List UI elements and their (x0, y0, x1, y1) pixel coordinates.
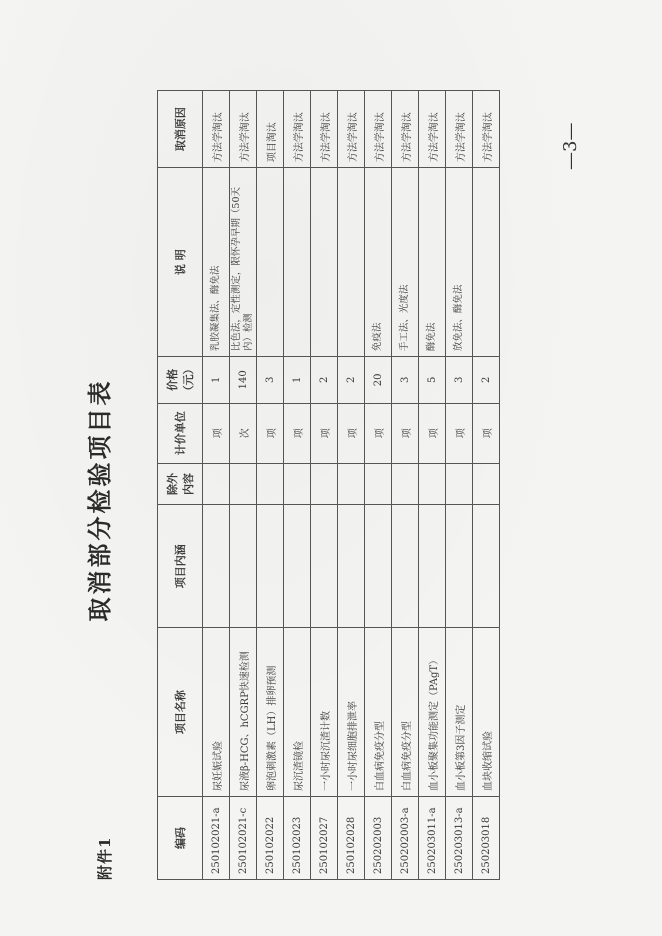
cell-code: 250102028 (338, 797, 365, 880)
cell-content (365, 505, 392, 628)
cell-reason: 方法学淘汰 (365, 91, 392, 168)
cell-name: 血块收缩试验 (473, 628, 500, 797)
cell-content (284, 505, 311, 628)
cell-description: 比色法，定性测定，限怀孕早期（50天内）检测 (230, 168, 257, 357)
cell-except (338, 463, 365, 504)
cell-price: 1 (284, 357, 311, 404)
cell-unit: 项 (284, 403, 311, 463)
cell-reason: 方法学淘汰 (203, 91, 230, 168)
header-reason: 取消原因 (158, 91, 203, 168)
cell-content (257, 505, 284, 628)
cell-price: 2 (338, 357, 365, 404)
cell-description (257, 168, 284, 357)
cell-description: 乳胶凝集法、酶免法 (203, 168, 230, 357)
cell-price: 2 (311, 357, 338, 404)
cell-code: 250202003-a (392, 797, 419, 880)
cell-name: 尿妊娠试验 (203, 628, 230, 797)
header-price: 价格（元） (158, 357, 203, 404)
cell-price: 2 (473, 357, 500, 404)
cell-content (338, 505, 365, 628)
cell-name: 血小板聚集功能测定（PAgT） (419, 628, 446, 797)
rotated-content (40, 60, 580, 880)
cell-reason: 方法学淘汰 (419, 91, 446, 168)
table-header-row (158, 91, 203, 880)
header-code: 编码 (158, 797, 203, 880)
cell-description (338, 168, 365, 357)
cell-except (284, 463, 311, 504)
cell-code: 250102022 (257, 797, 284, 880)
table-row (392, 91, 419, 880)
table-row (257, 91, 284, 880)
cell-name: 血小板第3因子测定 (446, 628, 473, 797)
cell-except (392, 463, 419, 504)
cell-name: 白血病免疫分型 (392, 628, 419, 797)
cell-unit: 项 (338, 403, 365, 463)
page-title: 取消部分检验项目表 (85, 378, 114, 622)
cell-reason: 项目淘汰 (257, 91, 284, 168)
cell-description: 手工法、光度法 (392, 168, 419, 357)
header-content: 项目内涵 (158, 505, 203, 628)
cell-reason: 方法学淘汰 (446, 91, 473, 168)
cell-unit: 次 (230, 403, 257, 463)
header-name: 项目名称 (158, 628, 203, 797)
table-row (365, 91, 392, 880)
cell-content (419, 505, 446, 628)
cell-except (473, 463, 500, 504)
table-row (473, 91, 500, 880)
cell-except (230, 463, 257, 504)
page-number: —3— (560, 122, 581, 170)
table-row (230, 91, 257, 880)
cell-except (311, 463, 338, 504)
cell-description (311, 168, 338, 357)
cell-unit: 项 (419, 403, 446, 463)
header-description: 说 明 (158, 168, 203, 357)
cell-name: 卵泡刺激素（LH）排卵预测 (257, 628, 284, 797)
cell-price: 5 (419, 357, 446, 404)
cell-except (419, 463, 446, 504)
cell-reason: 方法学淘汰 (284, 91, 311, 168)
table-row (284, 91, 311, 880)
cell-code: 250102021-a (203, 797, 230, 880)
cell-content (446, 505, 473, 628)
cell-reason: 方法学淘汰 (392, 91, 419, 168)
cell-content (392, 505, 419, 628)
cell-unit: 项 (473, 403, 500, 463)
cell-reason: 方法学淘汰 (230, 91, 257, 168)
cell-except (446, 463, 473, 504)
cell-name: 尿沉渣镜检 (284, 628, 311, 797)
cell-code: 250203011-a (419, 797, 446, 880)
cell-name: 白血病免疫分型 (365, 628, 392, 797)
cell-code: 250202003 (365, 797, 392, 880)
cell-code: 250102023 (284, 797, 311, 880)
cell-unit: 项 (365, 403, 392, 463)
header-except: 除外内容 (158, 463, 203, 504)
cell-reason: 方法学淘汰 (311, 91, 338, 168)
cell-description: 酶免法 (419, 168, 446, 357)
table-row (419, 91, 446, 880)
cell-unit: 项 (257, 403, 284, 463)
cell-description (473, 168, 500, 357)
cell-content (203, 505, 230, 628)
cell-price: 20 (365, 357, 392, 404)
cell-price: 1 (203, 357, 230, 404)
cell-unit: 项 (446, 403, 473, 463)
cell-content (311, 505, 338, 628)
cell-except (257, 463, 284, 504)
table-row (338, 91, 365, 880)
cell-unit: 项 (203, 403, 230, 463)
attachment-label: 附件1 (96, 836, 114, 880)
cell-price: 3 (392, 357, 419, 404)
cell-content (473, 505, 500, 628)
table-row (203, 91, 230, 880)
cell-price: 140 (230, 357, 257, 404)
cell-code: 250102021-c (230, 797, 257, 880)
cell-name: 一小时尿沉渣计数 (311, 628, 338, 797)
cell-description: 免疫法 (365, 168, 392, 357)
table-row (311, 91, 338, 880)
cell-except (365, 463, 392, 504)
cell-price: 3 (446, 357, 473, 404)
cancelled-items-table (157, 90, 500, 880)
cell-code: 250203013-a (446, 797, 473, 880)
cell-unit: 项 (311, 403, 338, 463)
cell-name: 尿液β-HCG、hCGRP快速检测 (230, 628, 257, 797)
cell-content (230, 505, 257, 628)
cell-except (203, 463, 230, 504)
cell-reason: 方法学淘汰 (338, 91, 365, 168)
cell-code: 250102027 (311, 797, 338, 880)
cell-unit: 项 (392, 403, 419, 463)
cell-reason: 方法学淘汰 (473, 91, 500, 168)
cell-description: 放免法、酶免法 (446, 168, 473, 357)
cell-code: 250203018 (473, 797, 500, 880)
cell-name: 一小时尿细胞排泄率 (338, 628, 365, 797)
cell-description (284, 168, 311, 357)
table-row (446, 91, 473, 880)
header-unit: 计价单位 (158, 403, 203, 463)
cell-price: 3 (257, 357, 284, 404)
